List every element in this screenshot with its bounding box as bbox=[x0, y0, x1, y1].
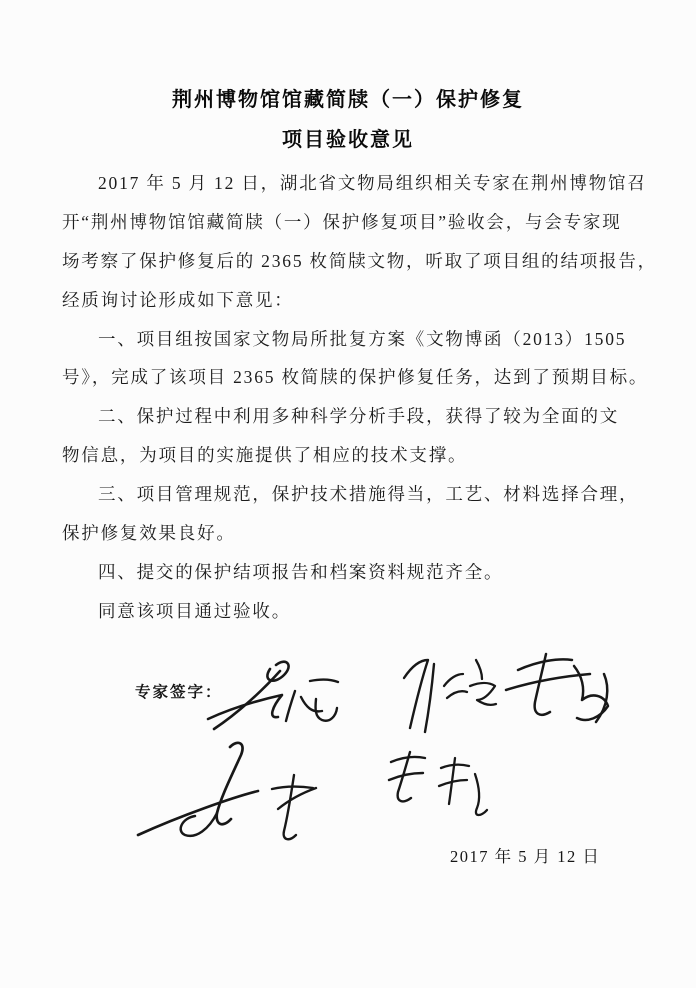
body-line: 同意该项目通过验收。 bbox=[98, 600, 291, 621]
document-date: 2017 年 5 月 12 日 bbox=[450, 847, 601, 866]
signature-ink-4 bbox=[130, 735, 340, 860]
body-line: 二、保护过程中利用多种科学分析手段，获得了较为全面的文 bbox=[98, 406, 620, 427]
title-line-2: 项目验收意见 bbox=[282, 129, 414, 151]
body-line: 一、项目组按国家文物局所批复方案《文物博函（2013）1505 bbox=[98, 328, 627, 349]
body-line: 四、提交的保护结项报告和档案资料规范齐全。 bbox=[98, 561, 504, 582]
handwritten-signature-3 bbox=[492, 648, 617, 748]
body-line: 2017 年 5 月 12 日，湖北省文物局组织相关专家在荆州博物馆召 bbox=[98, 173, 647, 193]
handwritten-signature-5 bbox=[365, 748, 510, 845]
title-line-1: 荆州博物馆馆藏简牍（一）保护修复 bbox=[172, 89, 524, 111]
body-line: 三、项目管理规范，保护技术措施得当，工艺、材料选择合理， bbox=[98, 484, 639, 505]
body-line: 物信息，为项目的实施提供了相应的技术支撑。 bbox=[62, 445, 468, 466]
body-line: 保护修复效果良好。 bbox=[62, 523, 236, 544]
handwritten-signature-2 bbox=[388, 652, 508, 757]
body-line: 经质询讨论形成如下意见： bbox=[62, 289, 294, 310]
body-line: 号》，完成了该项目 2365 枚简牍的保护修复任务，达到了预期目标。 bbox=[62, 367, 649, 388]
signature-ink-5 bbox=[365, 748, 510, 840]
signature-ink-3 bbox=[492, 648, 617, 743]
body-line: 场考察了保护修复后的 2365 枚简牍文物，听取了项目组的结项报告， bbox=[62, 250, 657, 271]
document-body bbox=[62, 164, 657, 631]
body-line: 开“荆州博物馆馆藏简牍（一）保护修复项目”验收会，与会专家现 bbox=[62, 211, 622, 232]
signature-ink-2 bbox=[388, 652, 508, 752]
document-title bbox=[0, 80, 696, 160]
handwritten-signature-4 bbox=[130, 735, 340, 865]
expert-signature-label: 专家签字： bbox=[135, 684, 223, 701]
